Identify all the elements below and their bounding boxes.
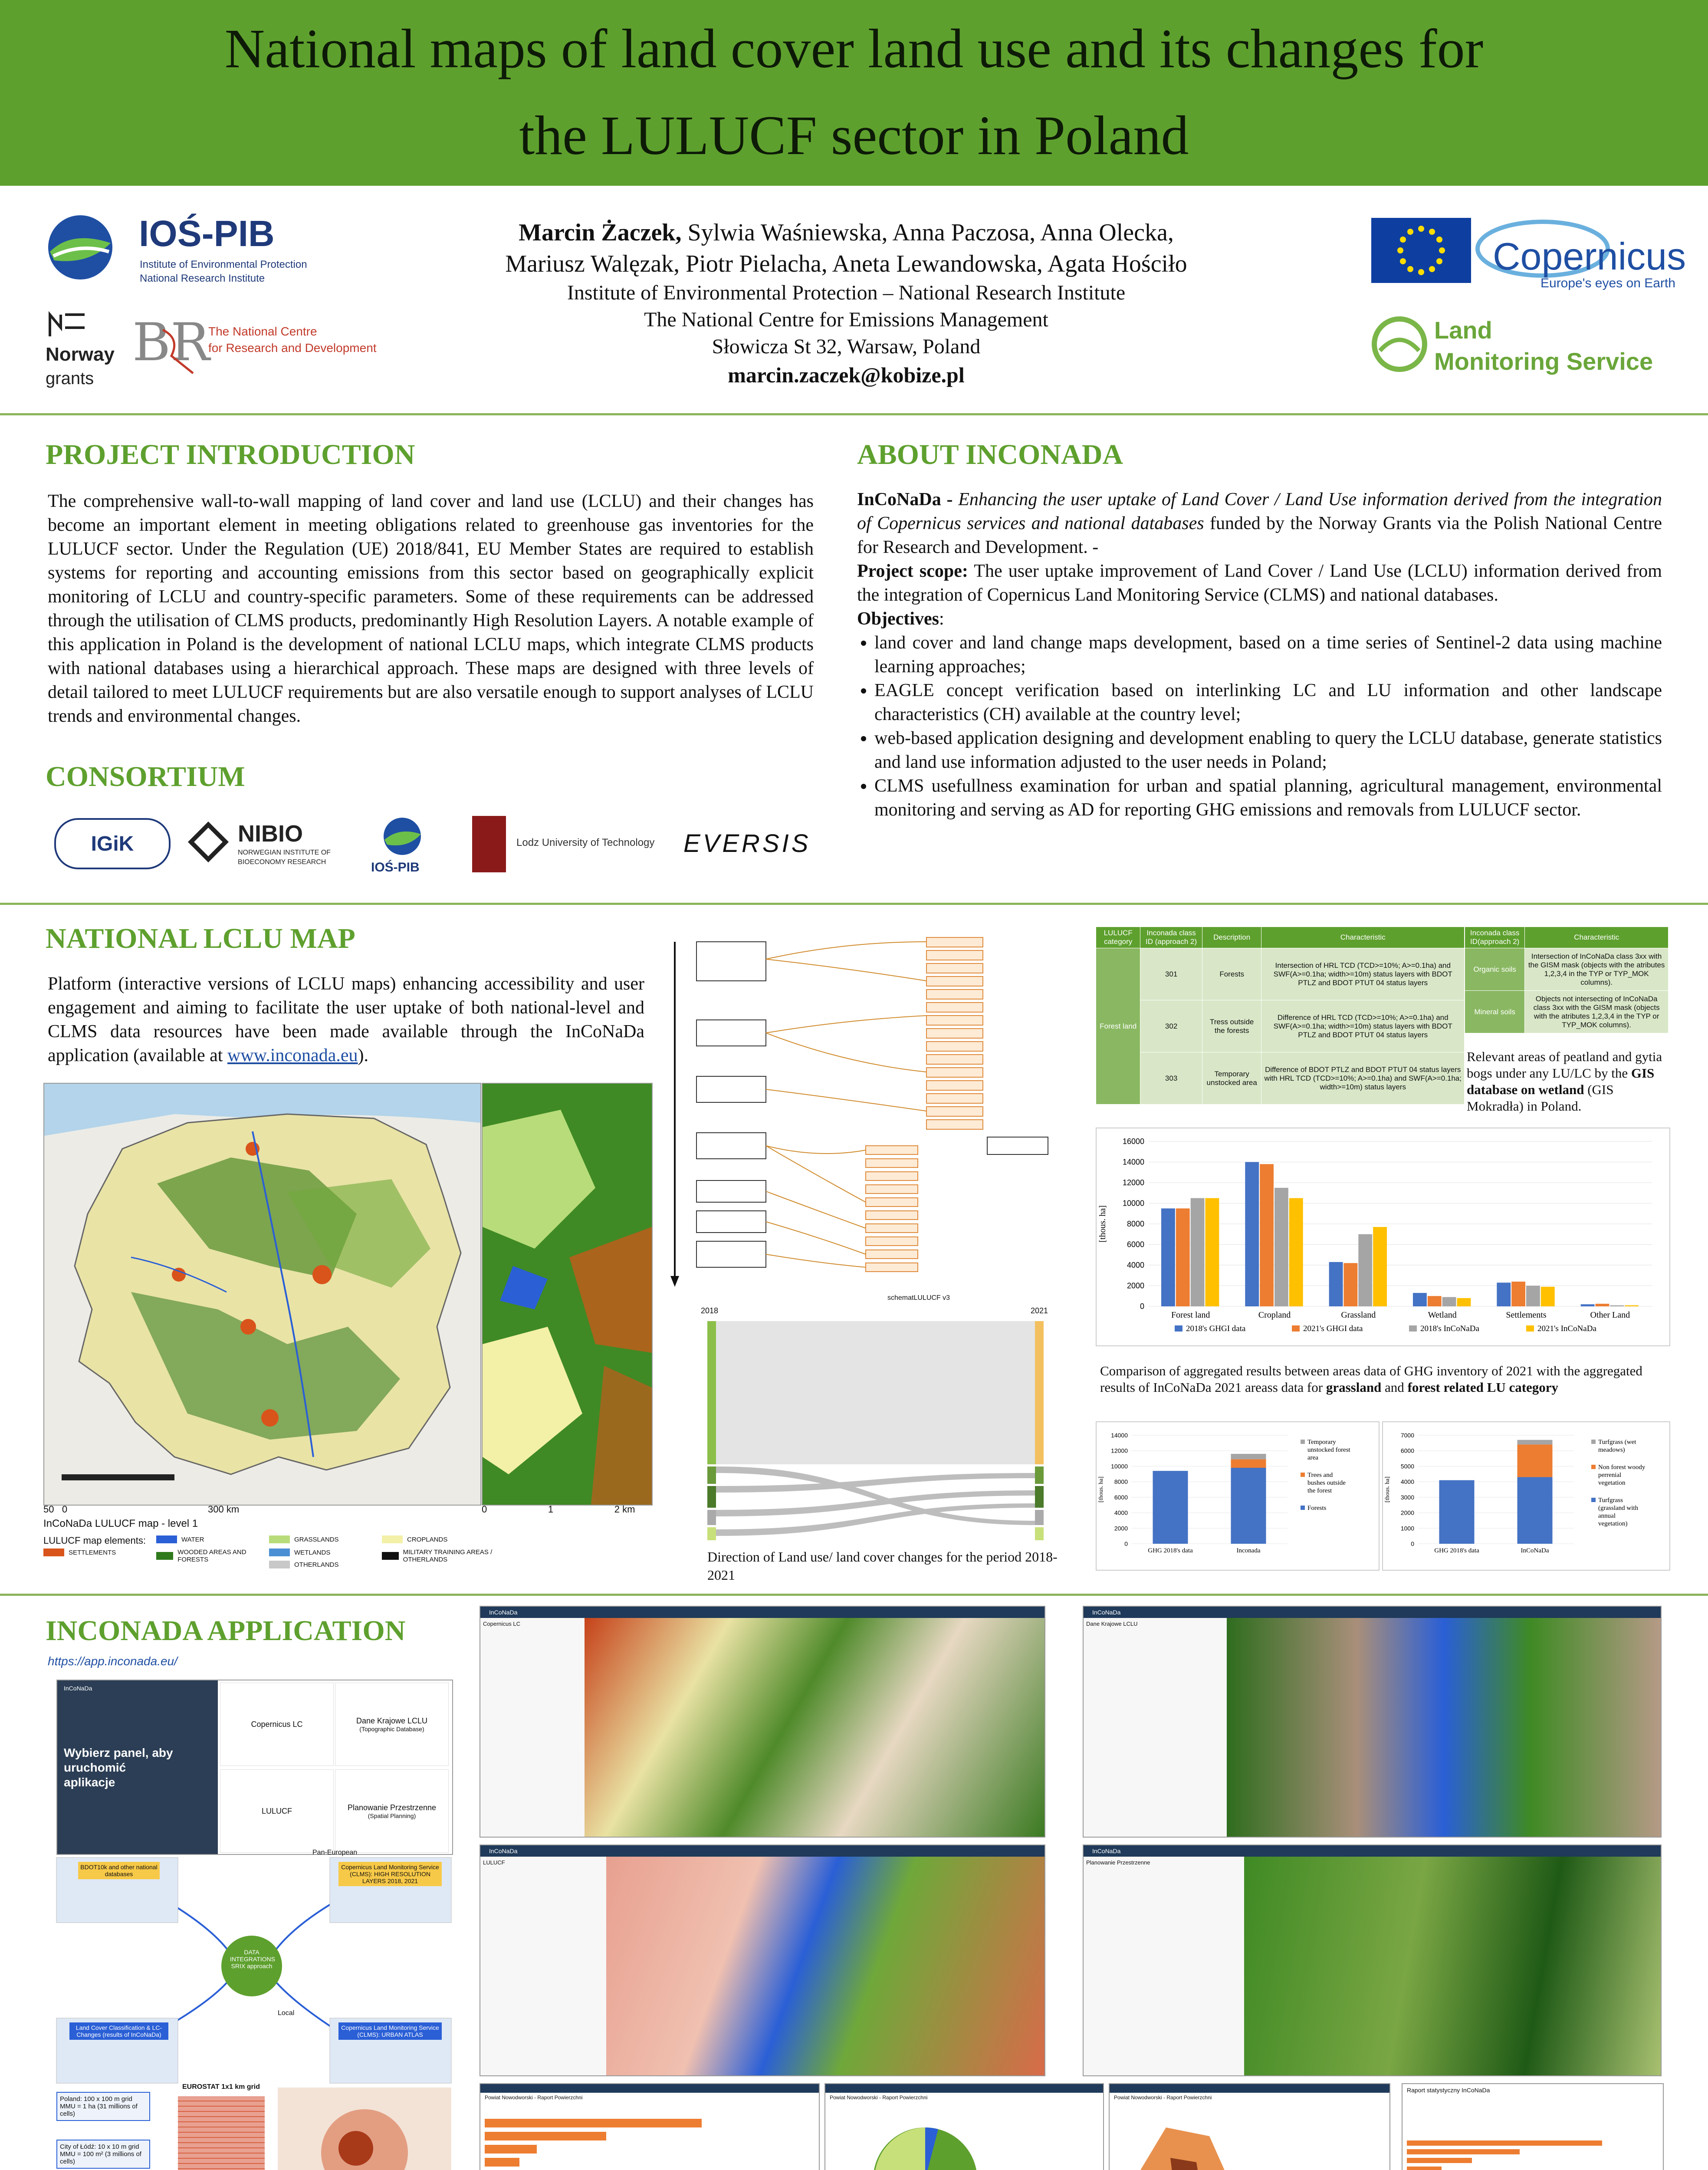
consortium-heading: CONSORTIUM — [46, 761, 245, 792]
diagram-center: DATA INTEGRATIONS SRIX approach — [230, 1949, 275, 1969]
objective-item: • CLMS usefullness examination for urban and spatial planning, agricultural management, environmental monitoring and serving as AD for reporting GHG emissions and removals from LULUCF sector. — [874, 774, 1662, 822]
data-integration-diagram: Pan-European Local DATA INTEGRATIONS SRIX approach BDOT10k and other national databases Copernicus Land Monitoring Service (CLMS): HIGH RESOLUTION LAYERS 2018, 2021 Land Cover Classification & LC-Changes (results of InCoNaDa) Copernicus Land Monitoring Service (CLMS): URBAN ATLAS — [52, 1849, 460, 2105]
y-tick-label: 8000 — [1114, 1478, 1128, 1486]
legend-swatch — [1526, 1325, 1534, 1332]
grassland-stack-svg — [1383, 1422, 1669, 1570]
y-axis-label: [thous. ha] — [1098, 1476, 1104, 1503]
y-tick-label: 6000 — [1400, 1447, 1414, 1454]
legend-item-otherlands: OTHERLANDS — [269, 1561, 339, 1568]
y-tick-label: 14000 — [1122, 1157, 1144, 1167]
legend-label: meadows) — [1598, 1447, 1625, 1453]
ios-pib-name: IOŚ-PIB — [139, 213, 275, 254]
legend-label: annual — [1598, 1512, 1616, 1519]
legend-item-water: WATER — [156, 1535, 204, 1543]
y-tick-label: 12000 — [1122, 1178, 1144, 1187]
project-intro-heading: PROJECT INTRODUCTION — [46, 439, 415, 470]
lms-line1: Land — [1434, 316, 1492, 344]
grants-label: grants — [46, 369, 94, 388]
legend-swatch — [1591, 1465, 1596, 1469]
app-url[interactable]: https://app.inconada.eu/ — [48, 1654, 177, 1668]
stacked-bar — [1517, 1444, 1553, 1477]
legend-label: Temporary — [1307, 1439, 1336, 1446]
lu-comparison-chart — [1096, 1128, 1670, 1346]
ios-pib-sub2: National Research Institute — [140, 273, 265, 284]
report-bar-screenshot: Powiat Nowodworski - Raport Powierzchni — [480, 2083, 820, 2170]
screenshot-planowanie: InCoNaDa Planowanie Przestrzenne — [1083, 1844, 1662, 2076]
nibio-name: NIBIO — [238, 821, 303, 847]
project-intro-text: The comprehensive wall-to-wall mapping of land cover and land use (LCLU) and their changes has become an important element in meeting obligations related to greenhouse gas inventories for the LULUCF sector. Under the Regulation (UE) 2018/841, EU Member States are required to establish systems for reporting and accounting emissions from this sector based on geographically explicit monitoring of LCLU and country-specific parameters. Some of these requirements can be addressed through the utilisation of CLMS products, predominantly High Resolution Layers. A notable example of this application in Poland is the development of national LCLU maps, which integrate CLMS products with national databases using a hierarchical approach. These maps are designed with three levels of detail tailored to meet LULUCF requirements but are also versatile enough to support analyses of LCLU trends and environmental changes. — [48, 491, 814, 726]
lodz-university-name: Lodz University of Technology — [516, 837, 655, 848]
igik-logo: IGiK — [54, 818, 171, 869]
x-tick-label: Other Land — [1590, 1310, 1630, 1320]
stacked-bar — [1231, 1454, 1266, 1460]
bar — [1625, 1305, 1639, 1306]
forest-stack-svg — [1097, 1422, 1379, 1570]
bar — [1260, 1164, 1274, 1306]
address: Słowicza St 32, Warsaw, Poland — [712, 335, 981, 358]
legend-swatch — [1591, 1498, 1596, 1502]
bar — [1205, 1198, 1219, 1306]
stacked-bar — [1231, 1468, 1266, 1544]
objective-item: • EAGLE concept verification based on interlinking LC and LU information and other landscape characteristics (CH) available at the country level; — [874, 679, 1662, 727]
legend-label: Turfgrass — [1598, 1497, 1623, 1504]
bar — [1442, 1297, 1456, 1306]
legend-swatch — [1409, 1325, 1417, 1332]
forest-land-category: Forest land — [1096, 948, 1140, 1105]
bar — [1176, 1208, 1190, 1306]
poster-title: National maps of land cover land use and its changes for the LULUCF sector in Poland — [224, 18, 1484, 166]
legend-label: unstocked forest — [1307, 1447, 1350, 1453]
legend-item-grasslands: GRASSLANDS — [269, 1535, 339, 1543]
ncbr-line1: The National Centre — [208, 325, 317, 338]
legend-label: vegetation — [1598, 1480, 1626, 1486]
y-tick-label: 0 — [1411, 1540, 1414, 1547]
legend-label: area — [1307, 1454, 1318, 1461]
nibio-icon — [187, 820, 230, 864]
report-pie-screenshot: Powiat Nowodworski - Raport Powierzchni — [824, 2083, 1104, 2170]
legend-label: 2018's GHGI data — [1186, 1324, 1246, 1333]
y-tick-label: 2000 — [1127, 1281, 1144, 1290]
legend-swatch — [1301, 1473, 1305, 1477]
legend-swatch — [1301, 1440, 1305, 1444]
stacked-bar — [1517, 1440, 1553, 1445]
x-tick-label: Wetland — [1428, 1310, 1457, 1320]
y-tick-label: 3000 — [1400, 1493, 1414, 1501]
comparison-caption: Comparison of aggregated results between areas data of GHG inventory of 2021 with the aggregated results of InCoNaDa 2021 areass data for grassland and forest related LU category — [1100, 1363, 1642, 1395]
legend-label: the forest — [1307, 1487, 1332, 1494]
legend-item-wetlands: WETLANDS — [269, 1549, 330, 1556]
legend-item-military: MILITARY TRAINING AREAS / OTHERLANDS — [382, 1549, 512, 1563]
bar — [1245, 1162, 1259, 1307]
lulucf-schema — [670, 933, 1061, 1306]
legend-label: 2021's InCoNaDa — [1537, 1324, 1596, 1333]
y-tick-label: 7000 — [1400, 1432, 1414, 1439]
legend-label: Trees and — [1307, 1472, 1333, 1479]
screenshot-lulucf: InCoNaDa LULUCF — [480, 1844, 1045, 2076]
stacked-bar — [1153, 1471, 1188, 1544]
legend-label: bushes outside — [1307, 1480, 1346, 1486]
x-tick-label: Forest land — [1171, 1310, 1210, 1320]
landing-left-pane: InCoNaDa Wybierz panel, aby uruchomić aplikacje — [57, 1680, 218, 1854]
legend-item-forests: WOODED AREAS AND FORESTS — [156, 1549, 260, 1563]
about-heading: ABOUT INCONADA — [857, 439, 1123, 470]
y-tick-label: 5000 — [1400, 1463, 1414, 1470]
forest-land-table: LULUCF category Inconada class ID (approach 2) Description Characteristic Forest land 301 Forests Intersection of HRL TCD (TCD>=10%; A>=0.1ha) and SWF(A>=0.1ha; width>=10m) status layers with BDOT PTLZ and BDOT PTUT 04 status layers 302 Tress outside the forests Difference of HRL TCD (TCD>=10%; A>=0.1ha) and SWF(A>=0.1ha; width>=10m) status layers with BDOT PTLZ and BDOT PTUT 04 status layers 303 Temporary unstocked area Difference of BDOT PTLZ and BDOT PTUT 04 status layers with HRL TCD (TCD>=10%; A>=0.1ha) and SWF(A>=0.1ha; width>=10m) status layers — [1096, 927, 1465, 1105]
tile-planowanie[interactable]: Planowanie Przestrzenne (Spatial Planning) — [335, 1769, 449, 1853]
tile-dane-krajowe[interactable]: Dane Krajowe LCLU (Topographic Database) — [335, 1683, 449, 1766]
y-tick-label: 1000 — [1400, 1525, 1414, 1532]
legend-label: perrenial — [1598, 1472, 1622, 1479]
report-statistical-screenshot: Raport statystyczny InCoNaDa — [1402, 2083, 1664, 2170]
bar — [1596, 1304, 1609, 1306]
eu-flag — [1371, 218, 1471, 283]
ncbr-line2: for Research and Development — [208, 341, 377, 355]
nibio-sub: NORWEGIAN INSTITUTE OF BIOECONOMY RESEARCH — [238, 849, 331, 866]
affiliation-1: Institute of Environmental Protection – National Research Institute — [567, 281, 1126, 304]
lms-line2: Monitoring Service — [1434, 348, 1653, 375]
ios-pib-small-name: IOŚ-PIB — [371, 860, 420, 875]
poland-map[interactable] — [43, 1083, 481, 1506]
bar — [1344, 1263, 1358, 1306]
screenshot-copernicus-lc: InCoNaDa Copernicus LC — [480, 1606, 1045, 1838]
ios-pib-sub1: Institute of Environmental Protection — [140, 259, 307, 270]
email: marcin.zaczek@kobize.pl — [728, 363, 965, 387]
norway-label: Norway — [46, 344, 115, 365]
bar — [1541, 1287, 1555, 1306]
map-view-dane-krajowe[interactable] — [1227, 1618, 1661, 1837]
soils-table: Inconada class ID(approach 2) Characteristic Organic soils Intersection of InCoNaDa class 3xx with the GISM mask (objects with the atributes 1,2,3,4 in the TYP or TYP_MOK columns). Mineral soils Objects not intersecting of InCoNaDa class 3xx with the GISM mask (objects with the atributes 1,2,3,4 in the TYP or TYP_MOK columns). — [1465, 927, 1669, 1033]
lodz-map-thumbnail — [278, 2088, 451, 2170]
bar — [1329, 1262, 1343, 1306]
y-tick-label: 6000 — [1114, 1493, 1128, 1501]
schema-caption: schematLULUCF v3 — [887, 1294, 950, 1302]
stacked-bar — [1439, 1480, 1475, 1544]
y-tick-label: 4000 — [1114, 1509, 1128, 1516]
wetland-note: Relevant areas of peatland and gytia bogs under any LU/LC by the GIS database on wetland (GIS Mokradła) in Poland. — [1467, 1049, 1662, 1114]
x-tick-label: GHG 2018's data — [1148, 1547, 1193, 1554]
zoom-map[interactable] — [482, 1083, 653, 1506]
map-view-planowanie[interactable] — [1244, 1857, 1661, 2075]
objectives-list — [857, 631, 1662, 822]
bar — [1497, 1282, 1511, 1306]
x-tick-label: Settlements — [1506, 1310, 1547, 1320]
x-tick-label: InCoNaDa — [1521, 1547, 1549, 1554]
ncbr-logo — [132, 312, 210, 378]
report-map-screenshot: Powiat Nowodworski - Raport Powierzchni — [1109, 2083, 1390, 2170]
about-text: InCoNaDa - Enhancing the user uptake of Land Cover / Land Use information derived from the integration of Copernicus services and national databases funded by the Norway Grants via the Polish National Centre for Research and Development. - Project scope: The user uptake improvement of Land Cover / Land Use (LCLU) information derived from the integration of Copernicus Land Monitoring Service (CLMS) and national databases. Objectives: • land cover and land change maps development, based on a time series of Sentinel-2 data using machine learning approaches; • EAGLE concept verification based on interlinking LC and LU information and other landscape characteristics (CH) available at the country level; • web-based application designing and development enabling to query the LCLU database, generate statistics and land use information adjusted to the user needs in Poland; • CLMS usefullness examination for urban and spatial planning, agricultural management, environmental monitoring and serving as AD for reporting GHG emissions and removals from LULUCF sector. — [857, 488, 1662, 822]
eversis-logo: EVERSIS — [683, 829, 811, 858]
legend-title: LULUCF map elements: — [43, 1535, 146, 1546]
x-tick-label: GHG 2018's data — [1434, 1547, 1479, 1554]
x-tick-label: Inconada — [1236, 1547, 1261, 1554]
map-view-copernicus[interactable] — [585, 1618, 1045, 1837]
ios-pib-small-logo — [382, 816, 423, 857]
bar — [1413, 1293, 1427, 1306]
section-divider-2 — [0, 1594, 1708, 1596]
bar — [1373, 1227, 1387, 1306]
zoom-scale-label: 0 1 2 km — [482, 1504, 635, 1515]
y-tick-label: 0 — [1124, 1540, 1128, 1547]
stacked-bar — [1231, 1459, 1266, 1468]
lodz-university-logo — [472, 816, 506, 872]
legend-label: vegetation) — [1598, 1520, 1628, 1527]
tile-lulucf[interactable]: LULUCF — [220, 1769, 334, 1853]
title-banner — [0, 0, 1708, 186]
sankey-caption: Direction of Land use/ land cover changes for the period 2018-2021 — [707, 1549, 1058, 1583]
application-heading: INCONADA APPLICATION — [46, 1615, 406, 1647]
diagram-node-clms-hrl: Copernicus Land Monitoring Service (CLMS): HIGH RESOLUTION LAYERS 2018, 2021 — [338, 1862, 442, 1886]
legend-item-croplands: CROPLANDS — [382, 1535, 447, 1543]
lu-comparison-svg — [1097, 1128, 1669, 1345]
sankey-diagram — [701, 1306, 1052, 1543]
legend-label: 2021's GHGI data — [1303, 1324, 1363, 1333]
bar — [1428, 1296, 1442, 1306]
inconada-link[interactable]: www.inconada.eu — [227, 1046, 358, 1065]
grid-note-lodz: City of Łódź: 10 x 10 m grid MMU = 100 m² (3 millions of cells) — [56, 2140, 150, 2169]
x-tick-label: Cropland — [1258, 1310, 1291, 1320]
objective-item: • web-based application designing and development enabling to query the LCLU database, generate statistics and land use information adjusted to the user needs in Poland; — [874, 727, 1662, 774]
objective-item: • land cover and land change maps development, based on a time series of Sentinel-2 data using machine learning approaches; — [874, 631, 1662, 679]
legend-label: Forests — [1307, 1505, 1327, 1512]
grid-thumbnail — [178, 2096, 265, 2170]
svg-text:BR: BR — [132, 312, 210, 373]
legend-swatch — [1301, 1506, 1305, 1510]
y-tick-label: 14000 — [1111, 1432, 1128, 1439]
tile-copernicus-lc[interactable]: Copernicus LC — [220, 1683, 334, 1766]
y-tick-label: 4000 — [1127, 1261, 1144, 1269]
grassland-stack-chart — [1382, 1421, 1670, 1571]
header-divider — [0, 413, 1708, 415]
x-tick-label: Grassland — [1341, 1310, 1376, 1320]
map-view-lulucf[interactable] — [606, 1857, 1045, 2075]
legend-swatch — [1292, 1325, 1300, 1332]
forest-stack-chart — [1096, 1421, 1380, 1571]
bar — [1161, 1208, 1175, 1306]
diagram-node-urban-atlas: Copernicus Land Monitoring Service (CLMS): URBAN ATLAS — [338, 2022, 442, 2040]
map-scale-label: 50 0 300 km — [43, 1504, 240, 1515]
y-tick-label: 10000 — [1122, 1199, 1144, 1208]
bar — [1274, 1188, 1288, 1306]
eurostat-grid-panel — [56, 2083, 456, 2170]
bar — [1526, 1286, 1540, 1307]
legend-label: 2018's InCoNaDa — [1420, 1324, 1479, 1333]
y-tick-label: 2000 — [1114, 1525, 1128, 1532]
copernicus-sub: Europe's eyes on Earth — [1540, 276, 1675, 290]
bar — [1511, 1282, 1525, 1306]
grid-title: EUROSTAT 1x1 km grid — [182, 2083, 260, 2091]
y-tick-label: 12000 — [1111, 1447, 1128, 1454]
norway-grants-logo — [48, 310, 87, 341]
bar — [1289, 1198, 1303, 1306]
y-tick-label: 16000 — [1122, 1137, 1144, 1146]
sankey-year-right: 2021 — [1031, 1306, 1048, 1315]
affiliation-2: The National Centre for Emissions Management — [644, 308, 1048, 331]
y-axis-label: [thous. ha] — [1098, 1205, 1107, 1243]
stacked-bar — [1517, 1477, 1553, 1544]
legend-item-settlements: SETTLEMENTS — [43, 1549, 116, 1556]
bar — [1610, 1305, 1624, 1306]
sankey-year-left: 2018 — [701, 1306, 719, 1315]
y-tick-label: 8000 — [1127, 1220, 1144, 1228]
lms-logo — [1371, 316, 1428, 372]
bar — [1358, 1234, 1372, 1306]
diagram-node-bdot: BDOT10k and other national databases — [78, 1862, 160, 1879]
y-tick-label: 4000 — [1400, 1478, 1414, 1486]
legend-label: Turfgrass (wet — [1598, 1439, 1636, 1446]
diagram-node-lcc: Land Cover Classification & LC-Changes (results of InCoNaDa) — [69, 2022, 168, 2040]
grid-note-poland: Poland: 100 x 100 m grid MMU = 1 ha (31 millions of cells) — [56, 2092, 150, 2121]
bar — [1581, 1304, 1595, 1306]
section-divider-1 — [0, 903, 1708, 905]
y-axis-label: [thous. ha] — [1384, 1476, 1391, 1503]
legend-swatch — [1175, 1325, 1182, 1332]
copernicus-name: Copernicus — [1493, 235, 1686, 278]
legend-label: Non forest woody — [1598, 1464, 1646, 1471]
app-landing-screenshot — [56, 1680, 453, 1855]
legend-label: (grassland with — [1598, 1505, 1639, 1512]
national-map-heading: NATIONAL LCLU MAP — [46, 923, 355, 954]
landing-prompt: Wybierz panel, aby uruchomić aplikacje — [64, 1746, 173, 1789]
screenshot-dane-krajowe: InCoNaDa Dane Krajowe LCLU — [1083, 1606, 1662, 1838]
lead-author: Marcin Żaczek, — [519, 219, 682, 246]
authors: Marcin Żaczek, Sylwia Waśniewska, Anna Paczosa, Anna Olecka, Mariusz Walęzak, Piotr Pielacha, Aneta Lewandowska, Agata Hościło Institute of Environmental Protection – National Research Institute The National Centre for Emissions Management Słowicza St 32, Warsaw, Poland marcin.zaczek@kobize.pl — [391, 217, 1302, 390]
y-tick-label: 10000 — [1111, 1463, 1128, 1470]
map-caption: InCoNaDa LULUCF map - level 1 — [43, 1518, 198, 1529]
legend-swatch — [1591, 1440, 1596, 1444]
y-tick-label: 6000 — [1127, 1240, 1144, 1249]
y-tick-label: 2000 — [1400, 1509, 1414, 1516]
bar — [1457, 1298, 1471, 1306]
bar — [1191, 1198, 1205, 1306]
y-tick-label: 0 — [1140, 1302, 1144, 1311]
national-map-text: Platform (interactive versions of LCLU maps) enhancing accessibility and user engagement and aiming to facilitate the user uptake of both national-level and CLMS data resources have been made available through the InCoNaDa application (available at www.inconada.eu). — [48, 974, 644, 1065]
ios-pib-logo — [46, 213, 115, 282]
